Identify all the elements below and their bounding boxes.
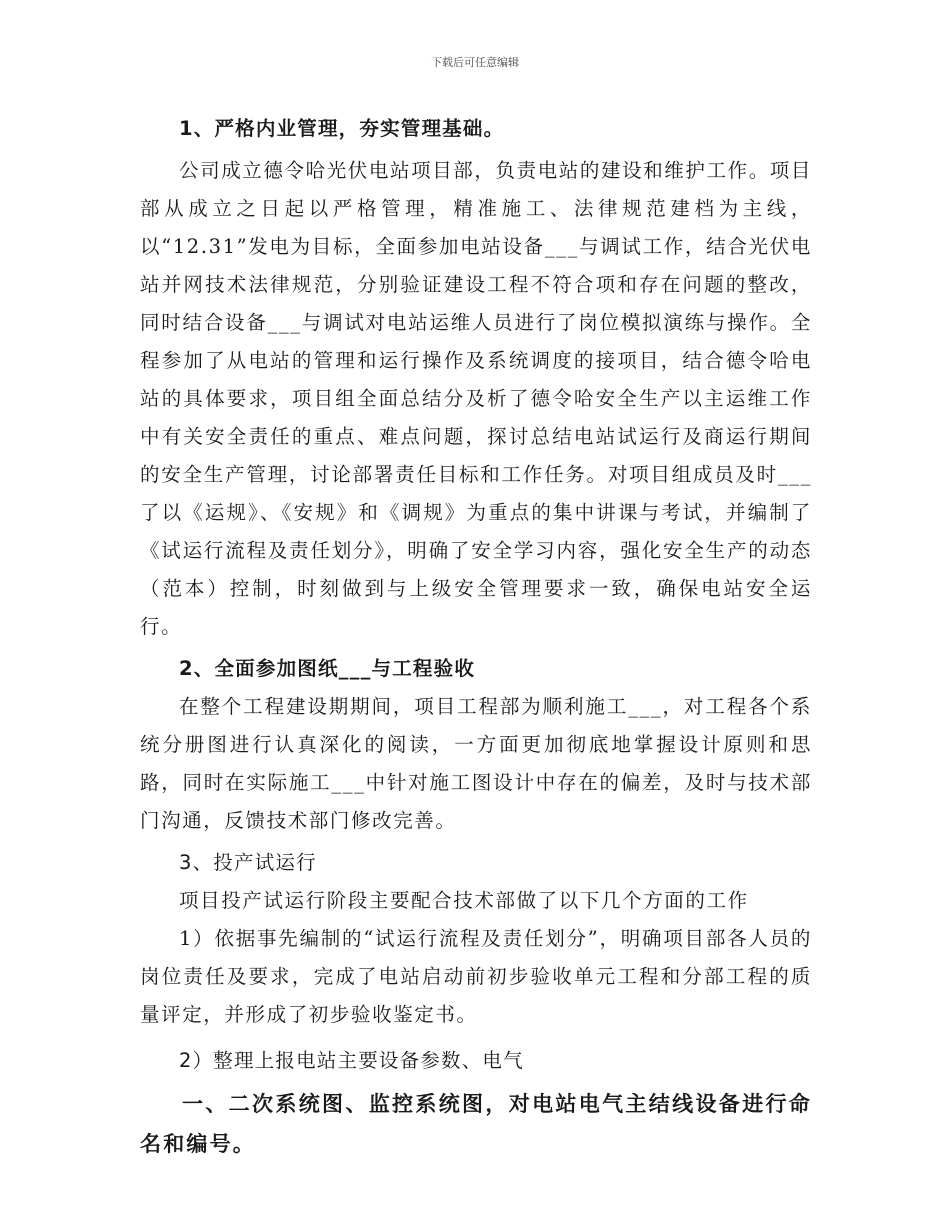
section-heading-5: 一、二次系统图、监控系统图，对电站电气主结线设备进行命名和编号。: [140, 1092, 812, 1156]
document-body: [140, 110, 812, 1164]
paragraph-1: 公司成立德令哈光伏电站项目部，负责电站的建设和维护工作。项目部从成立之日起以严格管理，精准施工、法律规范建档为主线，以“12.31”发电为目标，全面参加电站设备___与调试工作，结合光伏电站并网技术法律规范，分别验证建设工程不符合项和存在问题的整改，同时结合设备___与调试对电站运维人员进行了岗位模拟演练与操作。全程参加了从电站的管理和运行操作及系统调度的接项目，结合德令哈电站的具体要求，项目组全面总结分及析了德令哈安全生产以主运维工作中有关安全责任的重点、难点问题，探讨总结电站试运行及商运行期间的安全生产管理，讨论部署责任目标和工作任务。对项目组成员及时___了以《运规》、《安规》和《调规》为重点的集中讲课与考试，并编制了《试运行流程及责任划分》，明确了安全学习内容，强化安全生产的动态（范本）控制，时刻做到与上级安全管理要求一致，确保电站安全运行。: [140, 159, 813, 638]
section-heading-1: 1、严格内业管理，夯实管理基础。: [179, 117, 505, 140]
paragraph-4: 1）依据事先编制的“试运行流程及责任划分”，明确项目部各人员的岗位责任及要求，完成了电站启动前初步验收单元工程和分部工程的质量评定，并形成了初步验收鉴定书。: [140, 927, 812, 1026]
section-heading-2: 2、全面参加图纸___与工程验收: [179, 657, 476, 680]
section-heading-3: 3、投产试运行: [179, 851, 317, 874]
section-heading-4: 2）整理上报电站主要设备参数、电气: [179, 1049, 524, 1072]
page-header-note: 下载后可任意编辑: [431, 56, 519, 69]
paragraph-3: 项目投产试运行阶段主要配合技术部做了以下几个方面的工作: [179, 889, 749, 912]
paragraph-2: 在整个工程建设期期间，项目工程部为顺利施工___，对工程各个系统分册图进行认真深化的阅读，一方面更加彻底地掌握设计原则和思路，同时在实际施工___中针对施工图设计中存在的偏差，及时与技术部门沟通，反馈技术部门修改完善。: [140, 695, 812, 832]
